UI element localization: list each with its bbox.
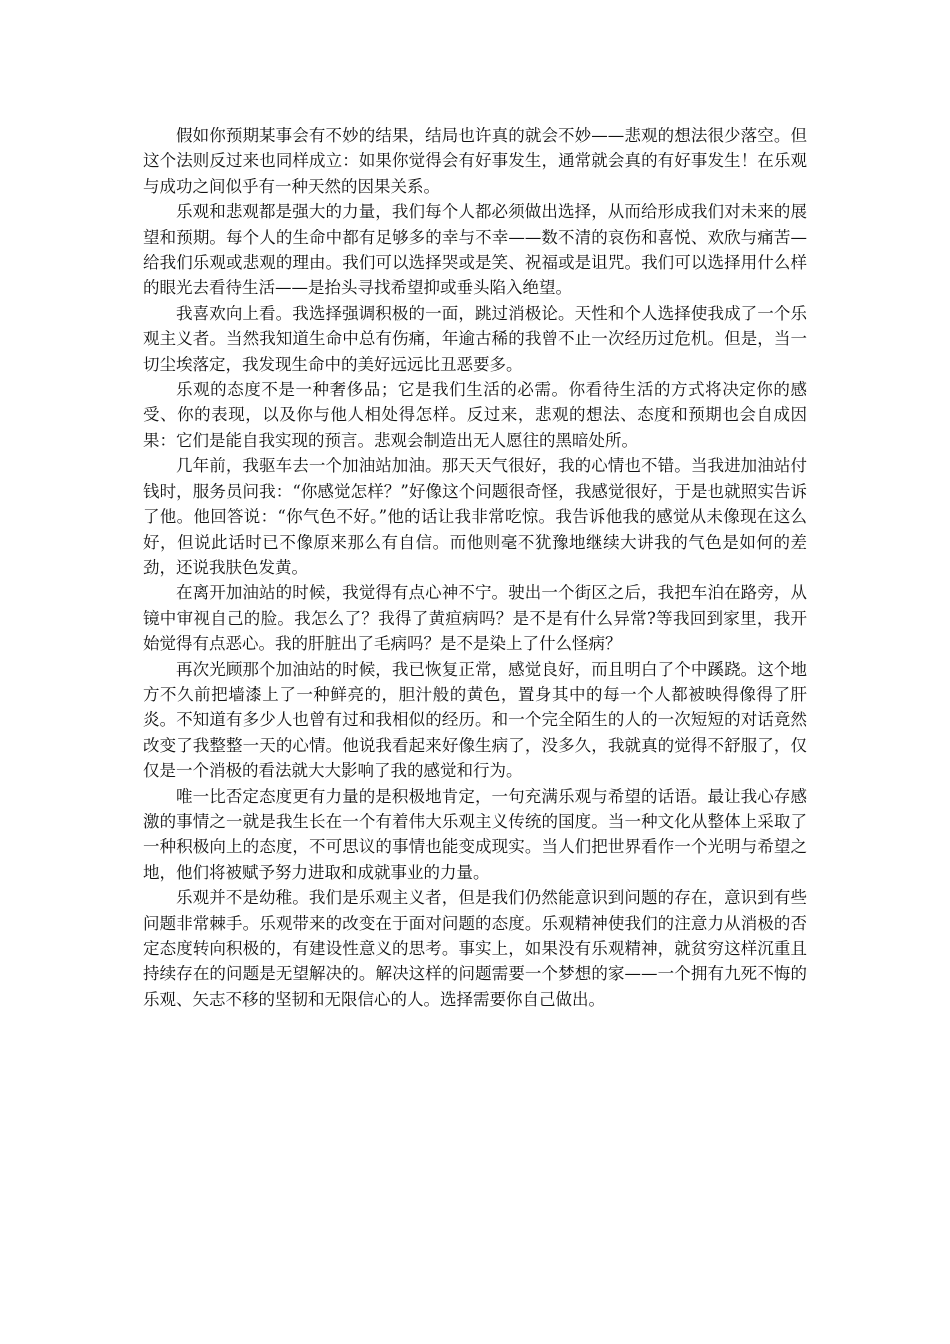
paragraph-3: 我喜欢向上看。我选择强调积极的一面，跳过消极论。天性和个人选择使我成了一个乐观主义者。当然我知道生命中总有伤痛，年逾古稀的我曾不止一次经历过危机。但是，当一切尘埃落定，我发现生命中的美好远远比丑恶要多。: [143, 303, 807, 374]
paragraph-5: 几年前，我驱车去一个加油站加油。那天天气很好，我的心情也不错。当我进加油站付钱时，服务员问我：“你感觉怎样？”好像这个问题很奇怪，我感觉很好，于是也就照实告诉了他。他回答说：“你气色不好。”他的话让我非常吃惊。我告诉他我的感觉从未像现在这么好，但说此话时已不像原来那么有自信。而他则毫不犹豫地继续大讲我的气色是如何的差劲，还说我肤色发黄。: [143, 456, 807, 577]
paragraph-8: 唯一比否定态度更有力量的是积极地肯定，一句充满乐观与希望的话语。最让我心存感激的事情之一就是我生长在一个有着伟大乐观主义传统的国度。当一种文化从整体上采取了一种积极向上的态度，不可思议的事情也能变成现实。当人们把世界看作一个光明与希望之地，他们将被赋予努力进取和成就事业的力量。: [143, 786, 807, 882]
paragraph-9: 乐观并不是幼稚。我们是乐观主义者，但是我们仍然能意识到问题的存在，意识到有些问题非常棘手。乐观带来的改变在于面对问题的态度。乐观精神使我们的注意力从消极的否定态度转向积极的，有建设性意义的思考。事实上，如果没有乐观精神，就贫穷这样沉重且持续存在的问题是无望解决的。解决这样的问题需要一个梦想的家——一个拥有九死不悔的乐观、矢志不移的坚韧和无限信心的人。选择需要你自己做出。: [143, 888, 807, 1009]
paragraph-4: 乐观的态度不是一种奢侈品；它是我们生活的必需。你看待生活的方式将决定你的感受、你的表现，以及你与他人相处得怎样。反过来，悲观的想法、态度和预期也会自成因果：它们是能自我实现的预言。悲观会制造出无人愿往的黑暗处所。: [143, 380, 807, 450]
paragraph-6: 在离开加油站的时候，我觉得有点心神不宁。驶出一个街区之后，我把车泊在路旁，从镜中审视自己的脸。我怎么了？我得了黄疸病吗？是不是有什么异常?等我回到家里，我开始觉得有点恶心。我的肝脏出了毛病吗？是不是染上了什么怪病？: [143, 583, 807, 654]
article-body: [143, 123, 807, 1012]
paragraph-7: 再次光顾那个加油站的时候，我已恢复正常，感觉良好，而且明白了个中蹊跷。这个地方不久前把墙漆上了一种鲜亮的，胆汁般的黄色，置身其中的每一个人都被映得像得了肝炎。不知道有多少人也曾有过和我相似的经历。和一个完全陌生的人的一次短短的对话竟然改变了我整整一天的心情。他说我看起来好像生病了，没多久，我就真的觉得不舒服了，仅仅是一个消极的看法就大大影响了我的感觉和行为。: [143, 659, 807, 781]
paragraph-1: 假如你预期某事会有不妙的结果，结局也许真的就会不妙——悲观的想法很少落空。但这个法则反过来也同样成立：如果你觉得会有好事发生，通常就会真的有好事发生！在乐观与成功之间似乎有一种天然的因果关系。: [143, 126, 807, 196]
paragraph-2: 乐观和悲观都是强大的力量，我们每个人都必须做出选择，从而给形成我们对未来的展望和预期。每个人的生命中都有足够多的幸与不幸——数不清的哀伤和喜悦、欢欣与痛苦—给我们乐观或悲观的理由。我们可以选择哭或是笑、祝福或是诅咒。我们可以选择用什么样的眼光去看待生活——是抬头寻找希望抑或垂头陷入绝望。: [143, 202, 807, 298]
